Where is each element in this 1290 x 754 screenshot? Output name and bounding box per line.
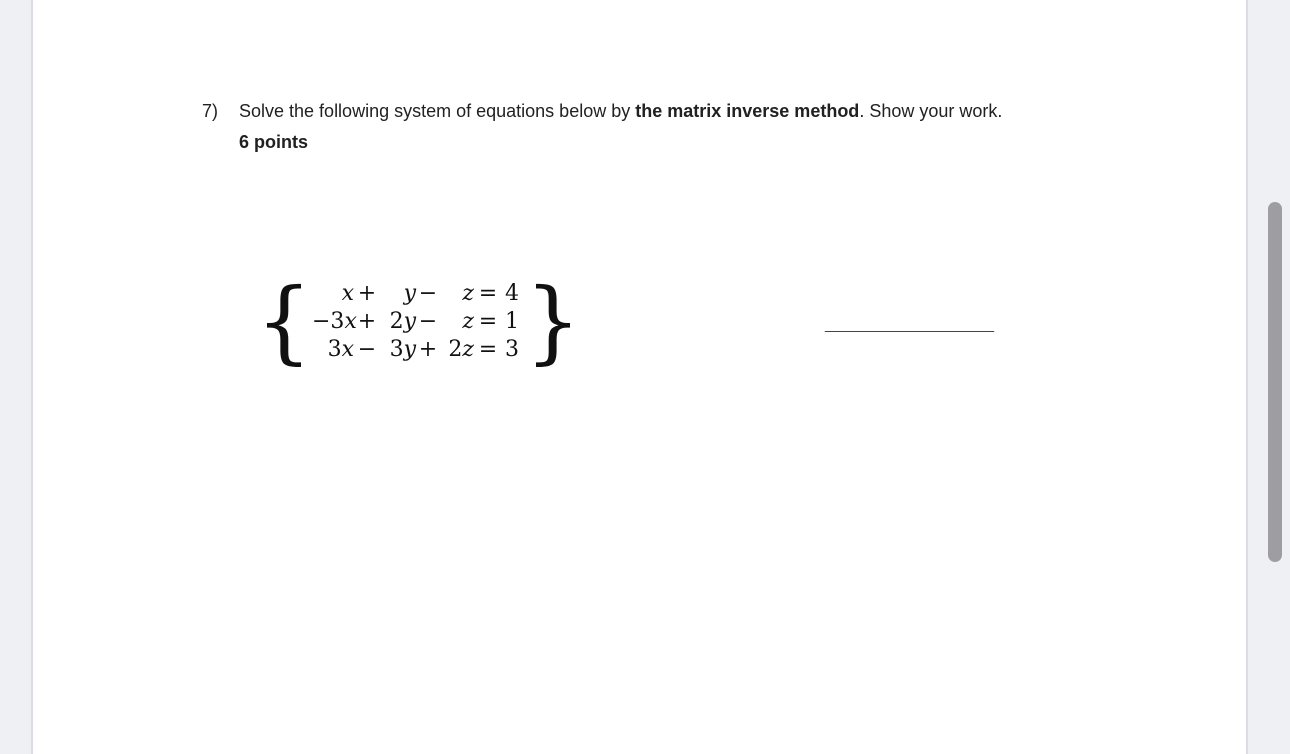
equation-row2-equals: =	[478, 309, 498, 334]
answer-blank-line: ___________________	[825, 316, 995, 333]
points-label: 6 points	[239, 132, 309, 152]
equation-row1-equals: =	[478, 281, 498, 306]
equation-row2-term2: 2y	[389, 309, 416, 334]
equation-row1-rhs: 4	[505, 281, 519, 306]
equation-row3-term1: 3x	[327, 337, 354, 362]
question-block	[202, 96, 1002, 158]
equation-row2-op2: −	[418, 309, 438, 334]
equation-row3-rhs: 3	[505, 337, 519, 362]
viewer-left-gutter	[0, 0, 33, 754]
question-text	[239, 96, 1002, 158]
equation-row2-term3: z	[462, 309, 474, 334]
equation-row1-term1: x	[341, 281, 354, 306]
equation-row3-op2: +	[418, 337, 438, 362]
equation-row3-equals: =	[478, 337, 498, 362]
equation-row1-term2: y	[403, 281, 416, 306]
scrollbar-thumb[interactable]	[1268, 202, 1282, 562]
equation-row1-op1: +	[357, 281, 377, 306]
question-text-normal: Solve the following system of equations below by	[239, 101, 636, 121]
equation-system: { x + y − z = 4 −3x + 2y − z = 1 3x − 3y + 2z = 3 }	[256, 268, 581, 375]
equation-row1-op2: −	[418, 281, 438, 306]
equation-row3-op1: −	[357, 337, 377, 362]
equation-grid	[312, 280, 522, 364]
equation-row3-term2: 3y	[389, 337, 416, 362]
equation-row1-term3: z	[462, 281, 474, 306]
question-text-normal-2: . Show your work.	[859, 101, 1003, 121]
equation-row2-rhs: 1	[505, 309, 519, 334]
equation-row2-op1: +	[357, 309, 377, 334]
equation-row3-term3: 2z	[448, 337, 474, 362]
question-text-bold: the matrix inverse method	[635, 101, 860, 121]
question-number: 7)	[202, 101, 219, 121]
equation-row2-term1: −3x	[312, 309, 357, 334]
